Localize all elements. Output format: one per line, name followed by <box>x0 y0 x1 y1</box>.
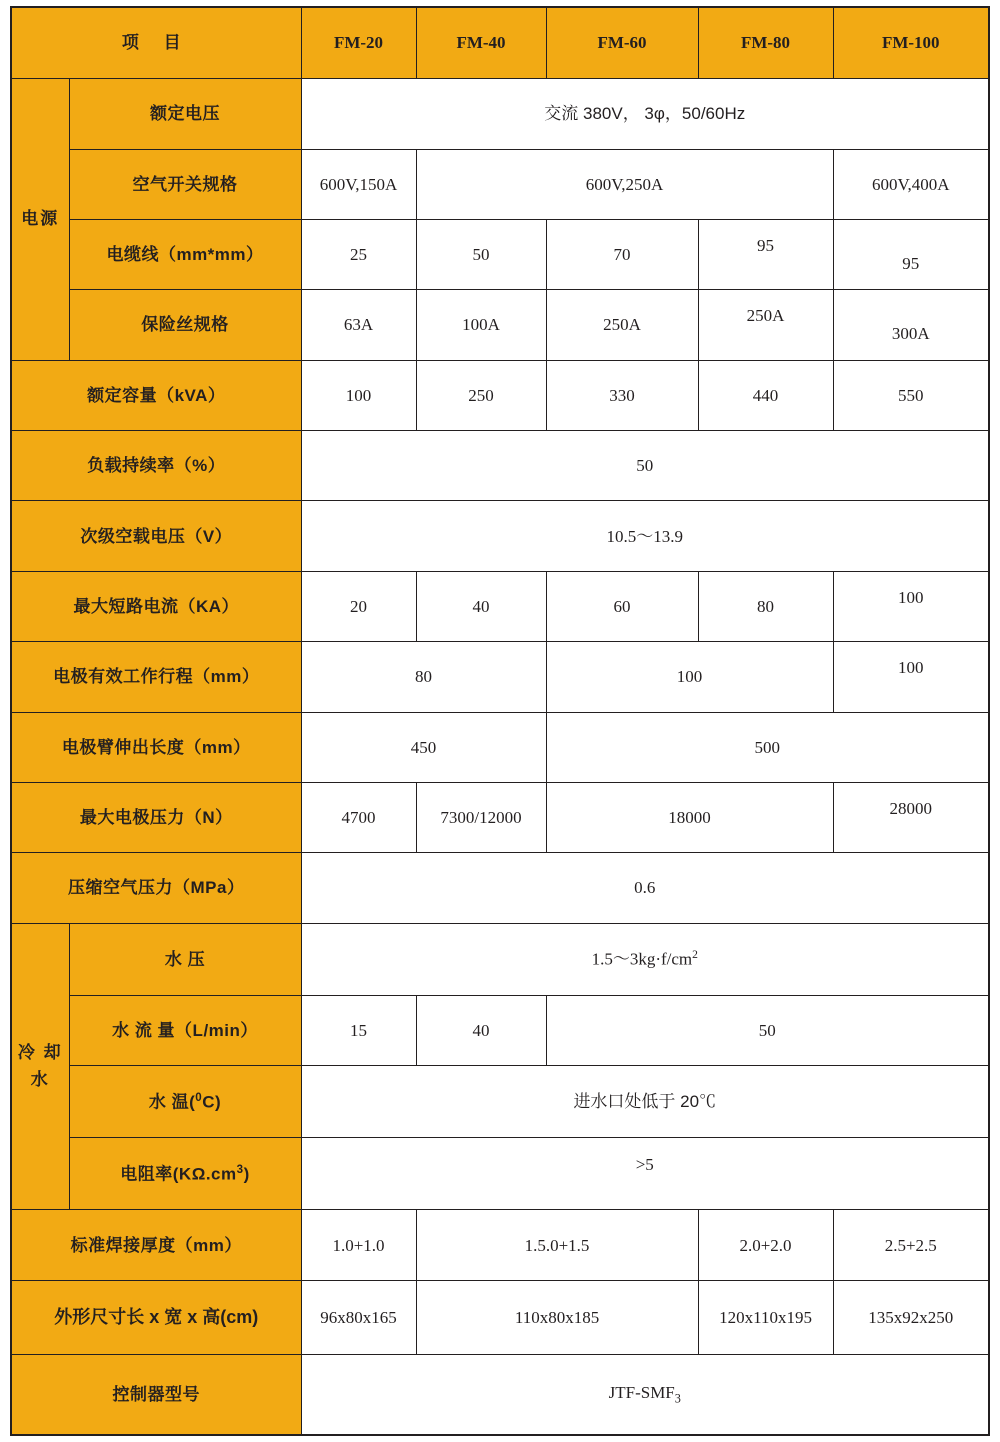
value-rated-capacity-5: 550 <box>833 360 989 430</box>
value-electrode-stroke-3-text: 100 <box>898 658 924 678</box>
table-row <box>11 360 989 430</box>
value-air-pressure: 0.6 <box>301 853 989 923</box>
row-label-max-electrode-force: 最大电极压力（N） <box>11 782 301 852</box>
value-max-force-2: 7300/12000 <box>416 782 546 852</box>
specification-table <box>10 6 990 1436</box>
value-fuse-4 <box>698 290 833 360</box>
table-row <box>11 1210 989 1280</box>
value-cable-2: 50 <box>416 219 546 289</box>
table-row <box>11 1066 989 1138</box>
value-max-sc-2: 40 <box>416 571 546 641</box>
row-label-max-short-circuit-current: 最大短路电流（KA） <box>11 571 301 641</box>
row-label-fuse: 保险丝规格 <box>69 290 301 360</box>
row-label-water-temp-main: 水 温( <box>148 1092 196 1112</box>
row-label-water-flow: 水 流 量（L/min） <box>69 995 301 1065</box>
row-label-air-pressure: 压缩空气压力（MPa） <box>11 853 301 923</box>
value-fuse-5 <box>833 290 989 360</box>
row-label-controller-model: 控制器型号 <box>11 1354 301 1435</box>
value-electrode-stroke-3 <box>833 642 989 712</box>
value-max-sc-5 <box>833 571 989 641</box>
value-fuse-4-text: 250A <box>746 306 785 326</box>
value-water-temp: 进水口处低于 20℃ <box>301 1066 989 1138</box>
table-row <box>11 853 989 923</box>
table-row <box>11 923 989 995</box>
value-water-pressure <box>301 923 989 995</box>
header-model-fm80: FM-80 <box>698 7 833 79</box>
value-duty-cycle: 50 <box>301 431 989 501</box>
value-dimensions-2: 110x80x185 <box>416 1280 698 1354</box>
value-max-sc-3: 60 <box>546 571 698 641</box>
table-row <box>11 712 989 782</box>
row-label-secondary-no-load-voltage: 次级空载电压（V） <box>11 501 301 571</box>
value-rated-capacity-2: 250 <box>416 360 546 430</box>
value-cable-3: 70 <box>546 219 698 289</box>
value-rated-capacity-4: 440 <box>698 360 833 430</box>
value-dimensions-1: 96x80x165 <box>301 1280 416 1354</box>
table-row <box>11 219 989 289</box>
row-label-air-switch: 空气开关规格 <box>69 149 301 219</box>
row-label-rated-capacity: 额定容量（kVA） <box>11 360 301 430</box>
value-cable-1: 25 <box>301 219 416 289</box>
value-water-flow-3: 50 <box>546 995 989 1065</box>
value-dimensions-4: 135x92x250 <box>833 1280 989 1354</box>
value-max-sc-4: 80 <box>698 571 833 641</box>
value-controller-model <box>301 1354 989 1435</box>
value-water-pressure-sup: 2 <box>692 948 698 962</box>
value-weld-thickness-2: 1.5.0+1.5 <box>416 1210 698 1280</box>
value-resistivity <box>301 1138 989 1210</box>
table-row <box>11 995 989 1065</box>
value-max-force-4 <box>833 782 989 852</box>
value-air-switch-3: 600V,400A <box>833 149 989 219</box>
row-label-resistivity-sup: 3 <box>236 1163 244 1176</box>
table-row <box>11 290 989 360</box>
row-label-electrode-stroke: 电极有效工作行程（mm） <box>11 642 301 712</box>
table-header-row <box>11 7 989 79</box>
value-air-switch-1: 600V,150A <box>301 149 416 219</box>
row-label-water-temp <box>69 1066 301 1138</box>
value-fuse-3: 250A <box>546 290 698 360</box>
value-controller-model-sub: 3 <box>674 1391 681 1406</box>
value-weld-thickness-4: 2.5+2.5 <box>833 1210 989 1280</box>
row-label-resistivity <box>69 1138 301 1210</box>
value-cable-4-text: 95 <box>757 236 775 256</box>
table-row <box>11 431 989 501</box>
value-rated-capacity-1: 100 <box>301 360 416 430</box>
value-resistivity-text: >5 <box>635 1155 654 1175</box>
value-water-pressure-main: 1.5～3kg·f/cm <box>591 949 693 969</box>
value-fuse-2: 100A <box>416 290 546 360</box>
value-electrode-arm-1: 450 <box>301 712 546 782</box>
row-label-dimensions: 外形尺寸长 x 宽 x 高(cm) <box>11 1280 301 1354</box>
row-label-rated-voltage: 额定电压 <box>69 79 301 149</box>
group-label-power <box>11 79 69 361</box>
value-fuse-5-text: 300A <box>891 324 930 344</box>
row-label-water-temp-sup: 0 <box>195 1091 203 1104</box>
header-item-label: 项 目 <box>11 7 301 79</box>
value-fuse-1: 63A <box>301 290 416 360</box>
table-row <box>11 149 989 219</box>
value-electrode-stroke-2: 100 <box>546 642 833 712</box>
value-cable-4 <box>698 219 833 289</box>
value-cable-5-text: 95 <box>902 254 920 274</box>
row-label-duty-cycle: 负载持续率（%） <box>11 431 301 501</box>
value-weld-thickness-1: 1.0+1.0 <box>301 1210 416 1280</box>
table-row <box>11 1354 989 1435</box>
row-label-cable: 电缆线（mm*mm） <box>69 219 301 289</box>
value-cable-5 <box>833 219 989 289</box>
value-water-flow-2: 40 <box>416 995 546 1065</box>
header-model-fm40: FM-40 <box>416 7 546 79</box>
header-model-fm60: FM-60 <box>546 7 698 79</box>
group-label-cooling-water <box>11 923 69 1210</box>
table-row <box>11 642 989 712</box>
table-row <box>11 1280 989 1354</box>
value-max-force-3: 18000 <box>546 782 833 852</box>
row-label-water-temp-tail: C) <box>202 1092 222 1112</box>
value-weld-thickness-3: 2.0+2.0 <box>698 1210 833 1280</box>
group-label-cooling-water-text: 冷 却 水 <box>17 1043 63 1089</box>
table-row <box>11 1138 989 1210</box>
value-max-sc-1: 20 <box>301 571 416 641</box>
header-model-fm100: FM-100 <box>833 7 989 79</box>
table-row <box>11 79 989 149</box>
value-electrode-arm-2: 500 <box>546 712 989 782</box>
header-model-fm20: FM-20 <box>301 7 416 79</box>
group-label-power-text: 电源 <box>21 209 60 229</box>
value-dimensions-3: 120x110x195 <box>698 1280 833 1354</box>
value-controller-model-main: JTF-SMF <box>608 1382 675 1402</box>
row-label-resistivity-tail: ) <box>243 1164 250 1184</box>
table-row <box>11 501 989 571</box>
value-max-force-1: 4700 <box>301 782 416 852</box>
value-secondary-no-load-voltage: 10.5～13.9 <box>301 501 989 571</box>
table-row <box>11 782 989 852</box>
row-label-resistivity-main: 电阻率(KΩ.cm <box>120 1164 237 1184</box>
value-max-force-4-text: 28000 <box>889 799 933 819</box>
row-label-electrode-arm-length: 电极臂伸出长度（mm） <box>11 712 301 782</box>
value-max-sc-5-text: 100 <box>898 587 924 607</box>
value-air-switch-2: 600V,250A <box>416 149 833 219</box>
row-label-standard-weld-thickness: 标准焊接厚度（mm） <box>11 1210 301 1280</box>
value-water-flow-1: 15 <box>301 995 416 1065</box>
value-rated-voltage: 交流 380V， 3φ，50/60Hz <box>301 79 989 149</box>
value-rated-capacity-3: 330 <box>546 360 698 430</box>
table-row <box>11 571 989 641</box>
row-label-water-pressure: 水 压 <box>69 923 301 995</box>
value-electrode-stroke-1: 80 <box>301 642 546 712</box>
